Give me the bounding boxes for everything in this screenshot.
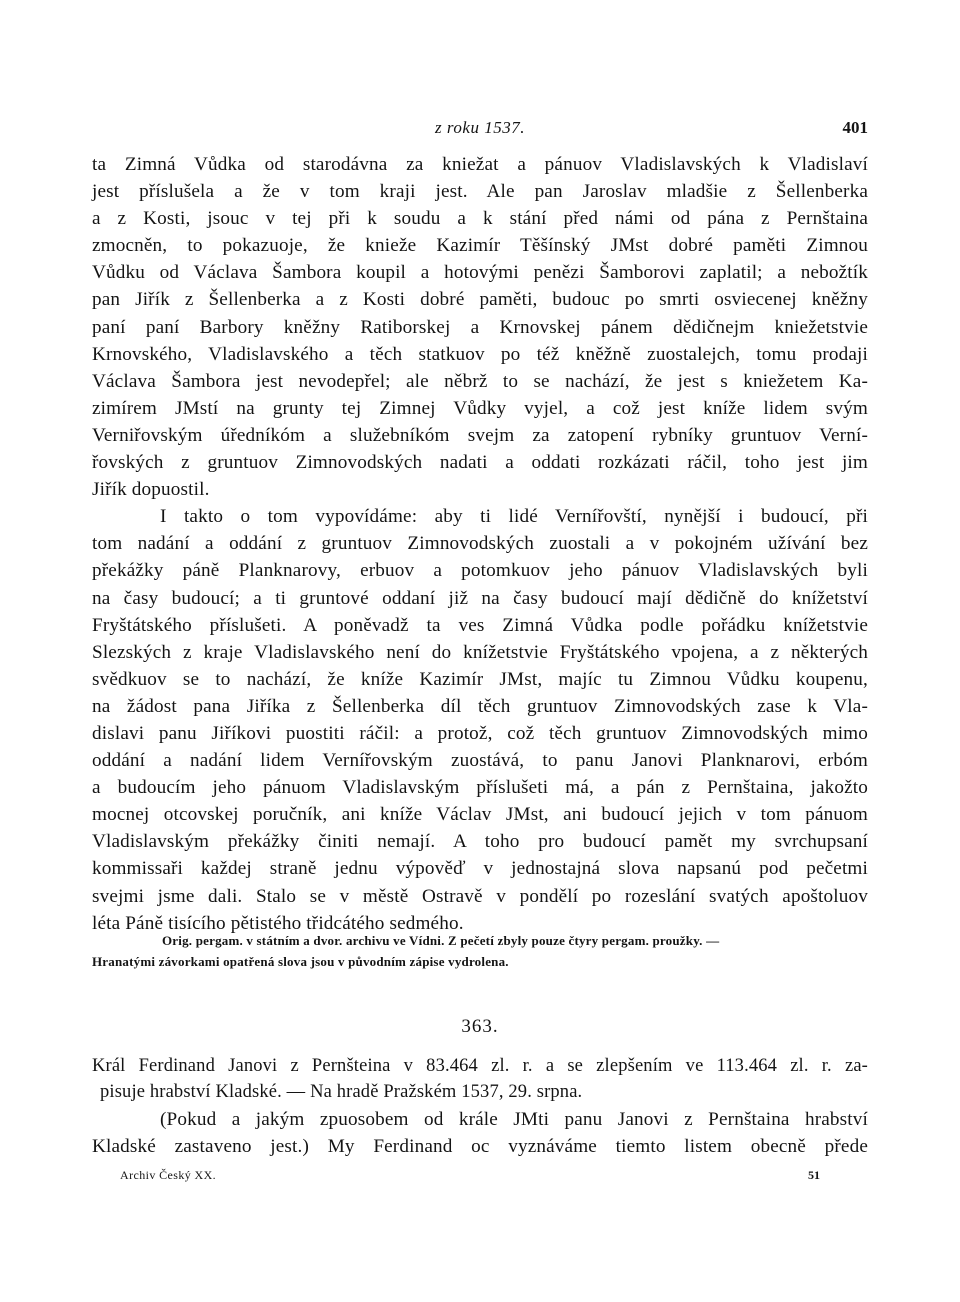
- sheet-number: 51: [808, 1168, 820, 1182]
- text-line: jest příslušela a že v tom kraji jest. Ale pan Jaroslav mladšie z Šellenberka: [92, 181, 868, 203]
- regest: [92, 1054, 868, 1105]
- text-line: pan Jiřík z Šellenberka a z Kosti dobré paměti, budouc po smrti osviecenej kněžny: [92, 289, 868, 311]
- running-title: z roku 1537.: [435, 118, 525, 137]
- document-opening: [92, 1106, 868, 1160]
- text-line: Verniřovským úředníkóm a služebníkóm svejm za zatopení rybníky gruntuov Verní-: [92, 424, 868, 446]
- text-line: dislavi panu Jiříkovi puostiti ráčil: a protož, což těch gruntuov Zimnovodských mimo: [92, 722, 868, 744]
- text-line: a z Kosti, jsouc v tej při k soudu a k stání před námi od pána z Pernštaina: [92, 208, 868, 230]
- text-line: Jiřík dopuostil.: [92, 479, 210, 501]
- text-line: svědkuov se to nachází, že kníže Kazimír JMst, majíc tu Zimnou Vůdku koupenu,: [92, 668, 868, 690]
- paragraph-start-line: (Pokud a jakým zpuosobem od krále JMti panu Janovi z Pernštaina hrabství: [160, 1109, 868, 1130]
- text-line: kommissaři každej straně jednu výpověď v jednostajná slova napsanú pod pečetmi: [92, 858, 868, 880]
- text-line: zimírem JMstí na grunty tej Zimnej Vůdky vyjel, a což jest kníže lidem svým: [92, 397, 868, 419]
- page-number: 401: [842, 118, 868, 137]
- text-line: a budoucím jeho pánuom Vladislavským příslušeti má, a pán z Pernštaina, jakožto: [92, 777, 868, 799]
- text-line: oddání a nadání lidem Vernířovským zuostává, to panu Janovi Planknarovi, erbóm: [92, 750, 868, 772]
- text-line: Fryštátského příslušeti. A poněvadž ta ves Zimná Vůdka podle pořádku knížetstvie: [92, 614, 868, 636]
- text-line: svejmi jsme dali. Stalo se v městě Ostravě v pondělí po rozeslání svatých apoštoluov: [92, 885, 868, 907]
- text-line: léta Páně tisícího pětistého třidcátého sedmého.: [92, 912, 464, 934]
- source-note: [92, 930, 868, 972]
- text-line: na žádost pana Jiříka z Šellenberka díl těch gruntuov Zimnovodských zase k Vla-: [92, 695, 868, 717]
- text-line: ta Zimná Vůdka od starodávna za kniežat a pánuov Vladislavských k Vladislaví: [92, 154, 868, 175]
- text-line: paní paní Barbory kněžny Ratiborskej a Krnovskej pánem dědičnejm kniežetstvie: [92, 316, 868, 338]
- regest-line: Král Ferdinand Janovi z Pernšteina v 83.464 zl. r. a se zlepšením ve 113.464 zl. r. za-: [92, 1056, 868, 1076]
- page-footer: [92, 1168, 868, 1188]
- running-head: [92, 118, 868, 140]
- text-line: překážky páně Planknarovy, erbuov a potomkuov jeho pánuov Vladislavských byli: [92, 560, 868, 582]
- regest-line: pisuje hrabství Kladské. — Na hradě Pražském 1537, 29. srpna.: [100, 1081, 583, 1102]
- text-line: mocnej otcovskej poručník, ani kníže Václav JMst, ani budoucí jejich v tom pánuom: [92, 804, 868, 826]
- text-line: řovských z gruntuov Zimnovodských nadati a oddati rozkázati ráčil, toho jest jim: [92, 452, 868, 474]
- text-line: Krnovského, Vladislavského a těch statkuov po též kněžně zuostalejch, tomu prodaji: [92, 343, 868, 365]
- text-line: Slezských z kraje Vladislavského není do knížetstvie Fryštátského vpojena, a z některých: [92, 641, 868, 663]
- text-line: Kladské zastaveno jest.) My Ferdinand oc vyznáváme tiemto listem obecně přede: [92, 1136, 868, 1158]
- text-line: tom nadání a oddání z gruntuov Zimnovodských zuostali a v pokojném užívání bez: [92, 533, 868, 555]
- source-note-line: Hranatými závorkami opatřená slova jsou v původním zápise vydrolena.: [92, 954, 509, 969]
- text-line: Václava Šambora jest nevodepřel; ale něbrž to se nachází, že jest s kniežetem Ka-: [92, 370, 868, 392]
- text-line: Vladislavským překážky činiti nemají. A toho pro budoucí pamět my svrchupsaní: [92, 831, 868, 853]
- text-line: na časy budoucí; a ti gruntové oddaní již na časy budoucí mají dědičně do knížetství: [92, 587, 868, 609]
- text-line: Vůdku od Václava Šambora koupil a hotovými penězi Šamborovi zaplatil; a nebožtík: [92, 262, 868, 284]
- text-line: zmocněn, to pokazuoje, že knieže Kazimír Těšínský JMst dobré paměti Zimnou: [92, 235, 868, 257]
- source-note-line: Orig. pergam. v státním a dvor. archivu ve Vídni. Z pečetí zbyly pouze čtyry pergam. proužky. —: [162, 933, 720, 948]
- document-number: 363.: [461, 1016, 499, 1037]
- signature-mark: Archiv Český XX.: [120, 1168, 217, 1182]
- paragraph-start-line: I takto o tom vypovídáme: aby ti lidé Vernířovští, nynější i budoucí, při: [160, 506, 868, 528]
- body-text: [92, 151, 868, 937]
